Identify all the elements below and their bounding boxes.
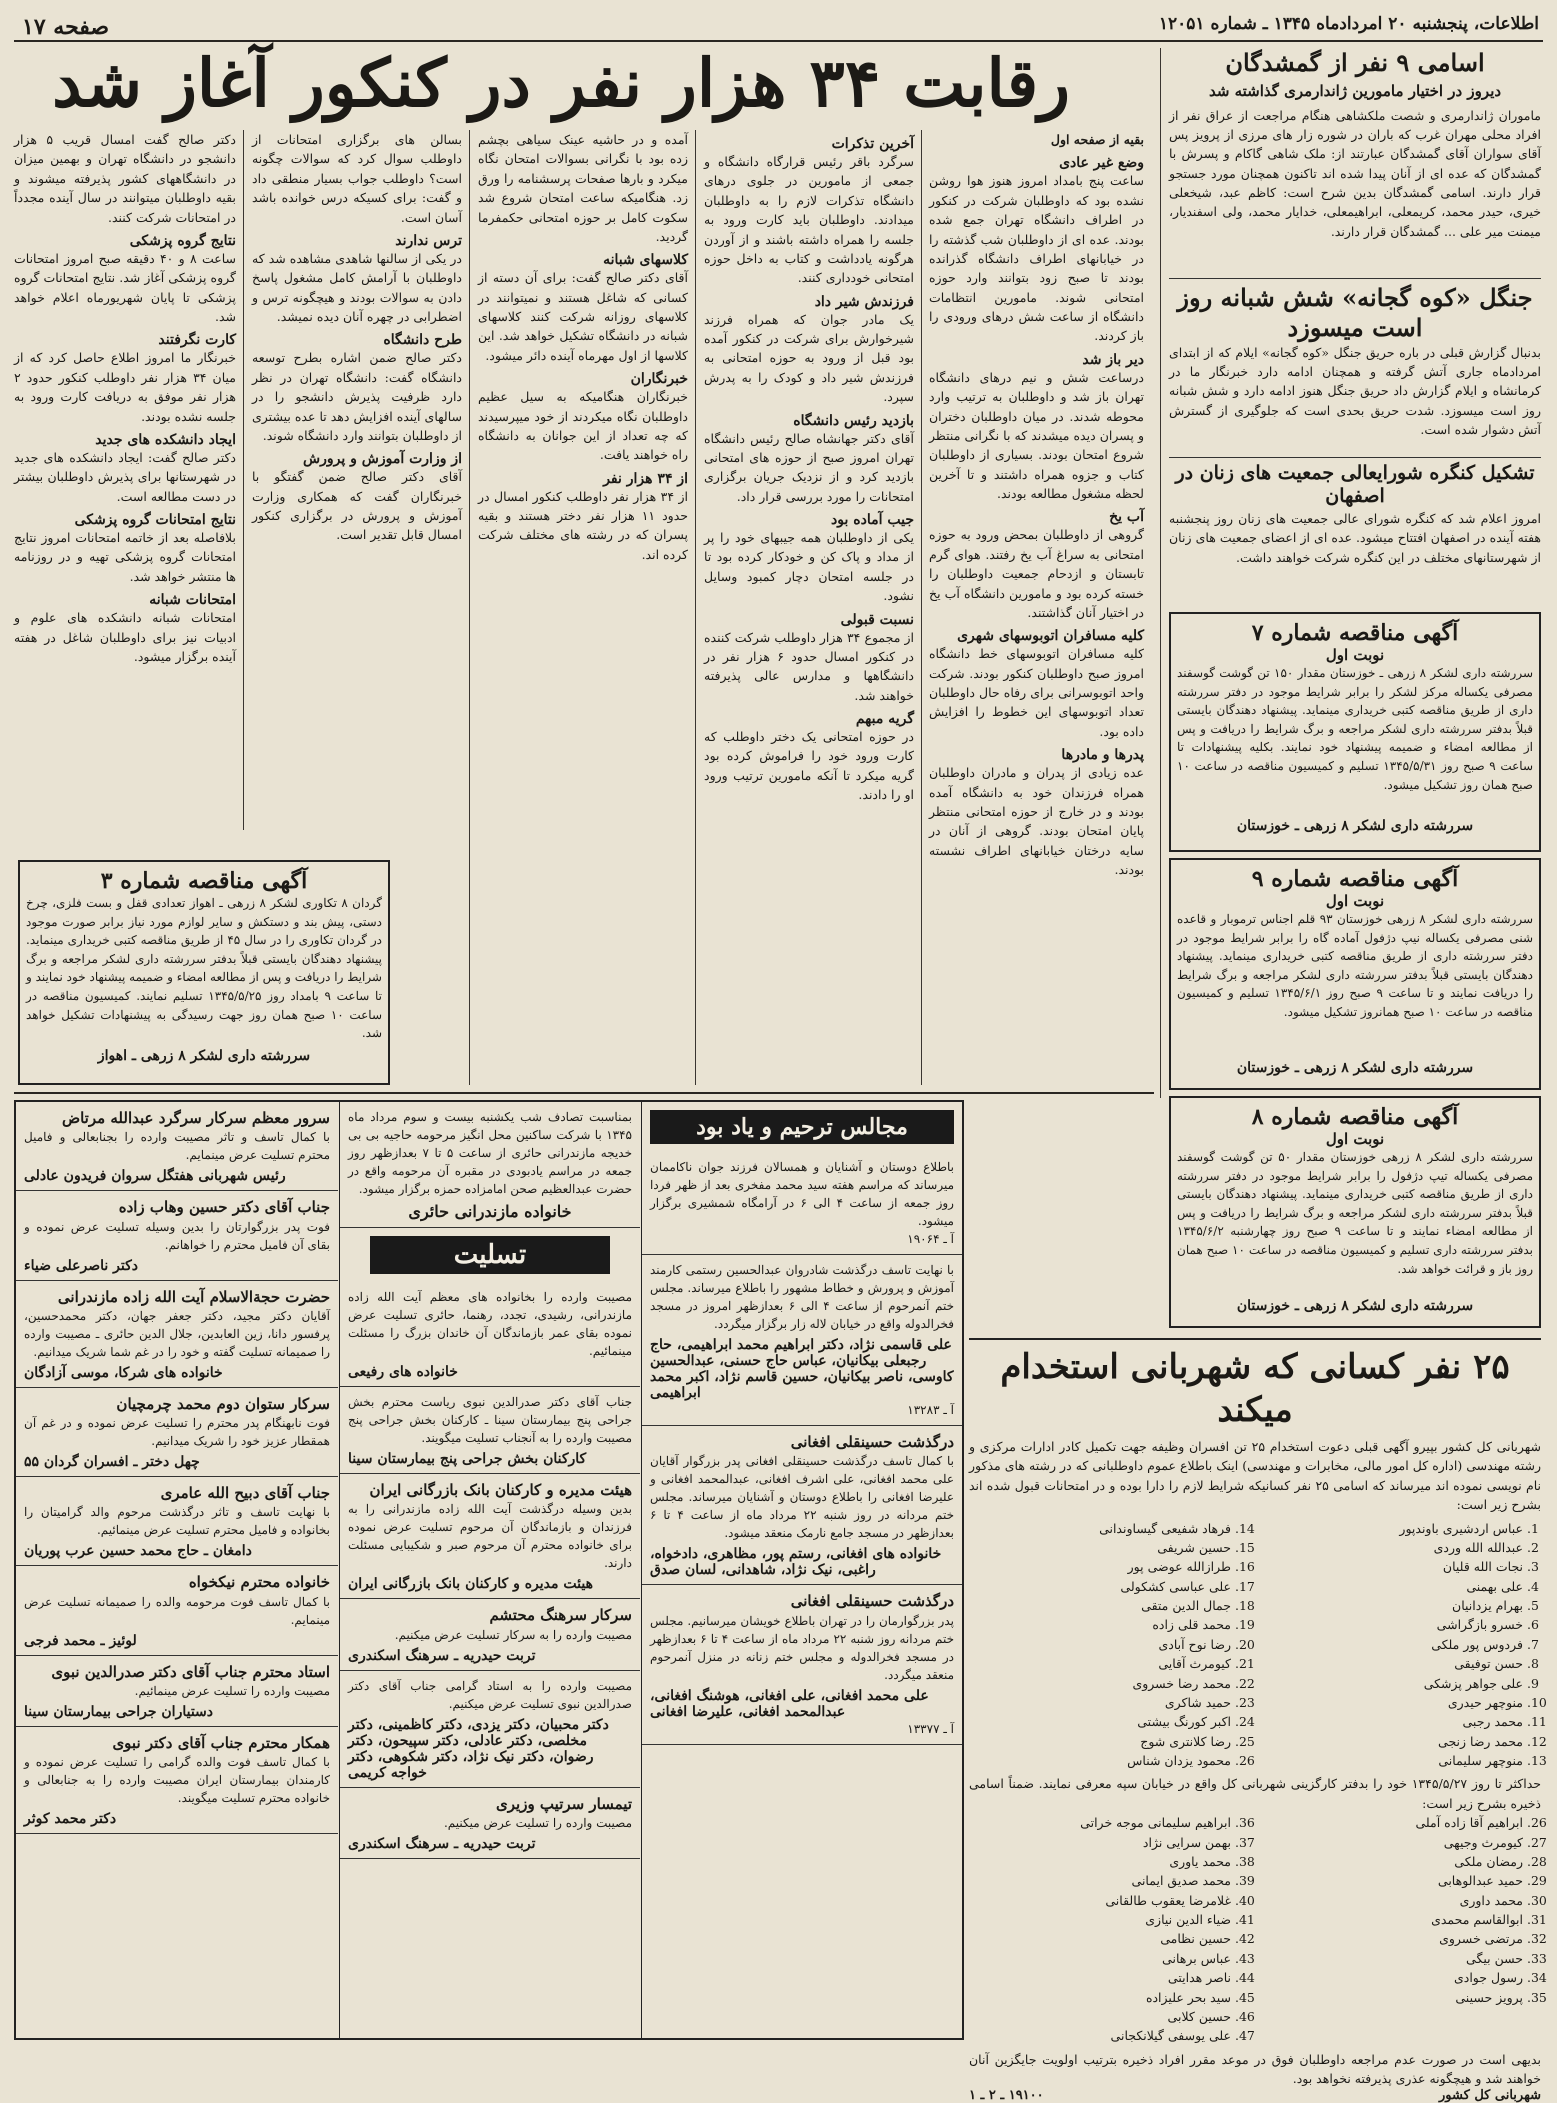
section-heading: کلاسهای شبانه [603, 252, 688, 269]
name-item: 11. محمد رجبی [1261, 1712, 1523, 1731]
condolence-notice [642, 1255, 962, 1426]
article-paragraph: یک مادر جوان که همراه فرزند شیرخوارش برای شرکت در کنکور آمده بود قبل از ورود به حوزه امتحانی به فرزندش شیر داد و کودک را به پدرش سپرد. [704, 311, 914, 405]
missing-subtitle: دیروز در اختیار مامورین ژاندارمری گذاشته شد [1208, 82, 1502, 100]
tender-8-round: نوبت اول [1325, 1130, 1385, 1148]
name-item: 22. محمد رضا خسروی [969, 1674, 1231, 1693]
name-item: 3. نجات الله قلیان [1261, 1557, 1523, 1576]
konkur-col-5 [14, 130, 236, 830]
notice-body: با نهایت تاسف درگذشت شادروان عبدالحسین رستمی کارمند آموزش و پرورش و خطاط مشهور را باطلاع میرساند. مجلس ختم آنمرحوم از ساعت ۴ الی ۶ بعدازظهر امروز در مسجد فخرالدوله واقع در خیابان لاله زار برگزار میگردد. [650, 1263, 954, 1331]
notice-body: با کمال تاسف فوت مرحومه والده را صمیمانه تسلیت عرض مینمایم. [24, 1594, 330, 1627]
tender-3-signature: سررشته داری لشکر ۸ زرهی ـ اهواز [97, 1048, 311, 1064]
section-heading: دیر باز شد [1082, 351, 1144, 368]
name-item: 32. مرتضی خسروی [1261, 1929, 1523, 1948]
missing-body: ماموران ژاندارمری و شصت ملکشاهی هنگام مراجعت از عراق نفر از افراد محلی مهران غرب که باران در شوره زار های مرزی از پرویز پس آقای سواران آقای گمشدگان عبارتند از: ملک شاهی گاکام و پسرش با گمشدگان که عده ای از آنان پیدا شده اند تاکنون همچنان مورد جستجو قرار دارند. اسامی گمشدگان بدین شرح است: کاظم عبد، شیخعلی خیری، حیدر محمد، کریمعلی، ابراهیمعلی، خدایار محمد، ولی اسفندیار، میمنت میر علی ... گمشدگان قرار دارند. [1169, 107, 1541, 239]
tender-9-body: سررشته داری لشکر ۸ زرهی خوزستان ۹۳ قلم اجناس ترموبار و قاعده شنی مصرفی یکساله نیپ دژفول آماده گاه را برابر شرایط موجود در دفتر سررشته داری از طریق مناقصه کتبی خریداری مینماید. پیشنهاد دهندگان بایستی قبلاً بدفتر سررشته داری لشکر مراجعه و برگ شرایط را دریافت نمایند و تا ساعت ۹ صبح روز ۱۳۴۵/۶/۱ تسلیم و کمیسیون مناقصه در ساعت ۱۰ صبح همانروز تشکیل میشود. [1177, 912, 1533, 1019]
name-item: 37. بهمن سرایی نژاد [969, 1833, 1231, 1852]
section-heading: گریه مبهم [855, 711, 914, 727]
article-paragraph: امتحانات شبانه دانشکده های علوم و ادبیات نیز برای داوطلبان شاغل در هفته آینده برگزار میشود. [14, 610, 236, 664]
notice-body: با کمال تاسف و تاثر مصیبت وارده را بجنابعالی و فامیل محترم تسلیت عرض مینمایم. [24, 1130, 330, 1163]
notice-body: پدر بزرگوارمان را در تهران باطلاع خویشان میرسانیم. مجلس ختم مردانه روز شنبه ۲۲ مرداد ماه از ساعت ۴ تا ۶ بعدازظهر در مسجد فخرالدوله و مجلس ختم زنانه در منزل آنمرحوم منعقد میگردد. [650, 1613, 955, 1682]
haeri-body: بمناسبت تصادف شب یکشنبه بیست و سوم مرداد ماه ۱۳۴۵ با شرکت ساکنین محل انگیز مرحومه حاجیه بی بی خدیجه مازندرانی حائری از ساعت ۵ تا ۷ بعدازظهر روز جمعه در مراسم یادبودی در مقبره آن مرحومه واقع در حضرت عبدالعظیم صحن امامزاده حمزه برگزار میشود. [348, 1110, 633, 1196]
name-item: 46. حسین کلابی [969, 2007, 1231, 2026]
notice-body: مصیبت وارده را تسلیت عرض مینمائیم. [134, 1683, 330, 1698]
condolence-notice [642, 1426, 962, 1585]
notice-title: هیئت مدیره و کارکنان بانک بازرگانی ایران [369, 1481, 632, 1499]
section-heading: نسبت قبولی [840, 611, 914, 628]
tender-7-title: آگهی مناقصه شماره ۷ [1251, 620, 1459, 646]
police-signature: شهربانی کل کشور [1439, 2088, 1541, 2103]
notice-family: علی محمد افغانی، علی افغانی، هوشنگ افغانی، عبدالمحمد افغانی، علیرضا افغانی [650, 1687, 929, 1720]
notice-signature: دکتر محمد کوثر [24, 1811, 117, 1827]
name-item: 2. عبدالله الله وردی [1261, 1538, 1523, 1557]
article-paragraph: دکتر صالح گفت امسال قریب ۵ هزار دانشجو در دانشگاه تهران و بهمین میزان در دانشگاههای کشور پذیرفته میشوند و بقیه داوطلبان میتوانند در سال آینده مجدداً در امتحانات شرکت کنند. [14, 132, 236, 225]
notice-signature: تربت حیدریه ـ سرهنگ اسکندری [348, 1835, 536, 1852]
article-paragraph: گروهی از داوطلبان بمحض ورود به حوزه امتحانی به سراغ آب یخ رفتند. هوای گرم تابستان و ازدحام جمعیت داوطلبان را خسته کرده بود و مامورین دانشگاه آب یخ در اختیار آنان گذاشتند. [929, 527, 1144, 620]
section-heading: از وزارت آموزش و پرورش [303, 451, 462, 468]
name-item: 6. خسرو بازگراشی [1261, 1615, 1523, 1634]
notice-body: آقایان دکتر مجید، دکتر جعفر جهان، دکتر محمدحسین، پرفسور دانا، زین العابدین، جلال الدین حائری ـ مصیبت وارده را صمیمانه تسلیت گفته و خود را در غم شما شریک میدانیم. [24, 1308, 330, 1359]
condolence-notice [340, 1599, 640, 1670]
notice-code: آ ـ ۱۳۳۷۷ [907, 1721, 954, 1736]
name-item: 44. ناصر هدایتی [969, 1968, 1231, 1987]
tender-8-signature: سررشته داری لشکر ۸ زرهی ـ خوزستان [1236, 1298, 1474, 1314]
name-item: 39. محمد صدیق ایمانی [969, 1871, 1231, 1890]
name-item: 23. حمید شاکری [969, 1693, 1231, 1712]
article-paragraph: خبرنگار ما امروز اطلاع حاصل کرد که از میان ۳۴ هزار نفر داوطلب کنکور حدود ۲ هزار نفر موفق به دریافت کارت ورود به جلسه نشده بودند. [14, 350, 236, 424]
notice-signature: کارکنان بخش جراحی پنج بیمارستان سینا [348, 1451, 587, 1467]
condolence-notice [16, 1656, 338, 1727]
masthead-date: اطلاعات، پنجشنبه ۲۰ امردادماه ۱۳۴۵ ـ شماره ۱۲۰۵۱ [1158, 14, 1539, 34]
condolence-notice [16, 1102, 338, 1191]
tasliat-title: تسلیت [370, 1236, 610, 1274]
notice-code: آ ـ ۱۳۲۸۳ [907, 1403, 954, 1417]
section-heading: آب یخ [1109, 509, 1144, 526]
section-heading: بازدید رئیس دانشگاه [793, 412, 914, 429]
notice-signature: چهل دختر ـ افسران گردان ۵۵ [24, 1454, 200, 1470]
tender-9-title: آگهی مناقصه شماره ۹ [1251, 866, 1459, 892]
forest-body: بدنبال گزارش قبلی در باره حریق جنگل «کوه گجانه» ایلام که از ابتدای امردادماه جاری آتش گرفته و همچنان ادامه دارد خبرنگار ما در کرمانشاه و ایلام گزارش داد حریق جنگل هنوز ادامه دارد و شش شبانه روز است میسوزد. شدت حریق بحدی است که جلوگیری از گسترش آتش دشوار شده است. [1169, 344, 1541, 437]
name-item: 27. کیومرث وجیهی [1261, 1833, 1523, 1852]
notice-body: با کمال تاسف فوت والده گرامی را تسلیت عرض نموده و کارمندان بیمارستان ایران مصیبت وارده را به جنابعالی و خانواده محترم تسلیت میگویند. [24, 1755, 330, 1805]
name-item: 7. فردوس پور ملکی [1261, 1635, 1523, 1654]
section-heading: پدرها و مادرها [1061, 747, 1144, 764]
article-paragraph: در یکی از سالنها شاهدی مشاهده شد که داوطلبان با آرامش کامل مشغول پاسخ دادن به سوالات بودند و هیچگونه ترس و اضطرابی در چهره آنان دیده نمیشد. [252, 250, 462, 324]
article-paragraph: دکتر صالح گفت: ایجاد دانشکده های جدید در شهرستانها برای پذیرش داوطلبان بیشتر در دست مطالعه است. [14, 449, 236, 504]
police-title: ۲۵ نفر کسانی که شهربانی استخدام میکند [969, 1338, 1541, 1431]
name-item: 13. منوچهر سلیمانی [1261, 1751, 1523, 1770]
condolence-notice [340, 1387, 640, 1474]
article-paragraph: عده زیادی از پدران و مادران داوطلبان همراه فرزندان خود به دانشگاه آمده بودند و در خارج از حوزه امتحانی منتظر پایان امتحان بودند. گروهی از آنان در سایه درختان خیابانهای اطراف نشسته بودند. [929, 765, 1144, 877]
notice-title: جناب آقای دکتر حسین وهاب زاده [118, 1198, 330, 1217]
name-item: 33. حسن بیگی [1261, 1949, 1523, 1968]
section-heading: طرح دانشگاه [383, 332, 462, 349]
section-heading: جیب آماده بود [831, 512, 914, 528]
condolence-notice [16, 1727, 338, 1834]
notice-title: سرکار سرهنگ محتشم [489, 1606, 632, 1625]
name-item: 31. ابوالقاسم محمدی [1261, 1910, 1523, 1929]
notice-body: فوت پدر بزرگوارتان را بدین وسیله تسلیت عرض نموده و بقای آن فامیل محترم را خواهانم. [24, 1219, 330, 1252]
condolence-notice [16, 1191, 338, 1280]
tender-8 [1169, 1096, 1541, 1328]
article-paragraph: یکی از داوطلبان همه جیبهای خود را پر از مداد و پاک کن و خودکار کرده بود تا در جلسه امتحان دچار کمبود وسایل نشود. [704, 530, 914, 604]
continued-note: بقیه از صفحه اول [1050, 132, 1144, 147]
police-intro: شهربانی کل کشور بپیرو آگهی قبلی دعوت استخدام ۲۵ تن افسران وظیفه جهت تکمیل کادر ادارات مرکزی و رشته مهندسی (اداره کل امور مالی، مخابرات و مهندسی) اینک باطلاع عموم داوطلبانی که در رشته های مذکور نام نویسی نموده اند میرساند که اسامی ۲۵ نفر کسانیکه شرایط لازم را دارا بوده و در امتحانات قبول شده اند بشرح زیر است: [969, 1439, 1542, 1513]
section-heading: امتحانات شبانه [149, 592, 236, 609]
notice-signature: دامغان ـ حاج محمد حسین عرب پوریان [24, 1543, 252, 1560]
section-heading: فرزندش شیر داد [814, 293, 914, 310]
haeri-family: خانواده مازندرانی حائری [408, 1202, 572, 1221]
name-item: 30. محمد داوری [1261, 1891, 1523, 1910]
majlis-list [642, 1152, 962, 1745]
condolence-notice [340, 1474, 640, 1599]
majlis-column [641, 1102, 962, 2038]
notice-title: درگذشت حسینقلی افغانی [790, 1592, 954, 1611]
article-paragraph: از ۳۴ هزار نفر داوطلب کنکور امسال در حدود ۱۱ هزار نفر دختر هستند و بقیه پسران که در رشته های مختلف شرکت کرده اند. [478, 488, 688, 562]
article-paragraph: ساعت ۸ و ۴۰ دقیقه صبح امروز امتحانات گروه پزشکی آغاز شد. نتایج امتحانات گروه پزشکی تا پایان شهریورماه اعلام خواهد شد. [14, 250, 236, 324]
notice-body: مصیبت وارده را به استاد گرامی جناب آقای دکتر صدرالدین نبوی تسلیت عرض میکنیم. [348, 1678, 632, 1711]
name-item: 43. عباس برهانی [969, 1949, 1231, 1968]
notice-title: تیمسار سرتیپ وزیری [496, 1794, 632, 1813]
name-item: 21. کیومرث آقایی [969, 1654, 1231, 1673]
name-item: 19. محمد قلی زاده [969, 1615, 1231, 1634]
police-names [969, 1519, 1541, 1771]
article-paragraph: آمده و در حاشیه عینک سیاهی بچشم زده بود با نگرانی بسوالات امتحان نگاه میکرد و بارها صفحات پرسشنامه را ورق زد. هنگامیکه ساعت امتحان شروع شد سکوت کامل بر حوزه امتحانی حکمفرما گردید. [478, 132, 688, 244]
name-item: 42. حسین نظامی [969, 1929, 1231, 1948]
forest-title: جنگل «کوه گجانه» شش شبانه روز است میسوزد [1177, 282, 1533, 342]
tasliat-list [340, 1282, 640, 1859]
section-heading: کارت نگرفتند [158, 332, 236, 349]
name-item: 5. بهرام یزدانیان [1261, 1596, 1523, 1615]
name-item: 34. رسول جوادی [1261, 1968, 1523, 1987]
women-body: امروز اعلام شد که کنگره شورای عالی جمعیت های زنان روز پنجشنبه هفته آینده در اصفهان افتتاح میشود. عده ای از اعضای جمعیت های زنان از شهرستانهای مختلف در این کنگره شرکت خواهند داشت. [1169, 511, 1541, 565]
article-paragraph: آقای دکتر جهانشاه صالح رئیس دانشگاه تهران امروز صبح از حوزه های امتحانی بازدید کرد و از نزدیک جریان برگزاری امتحانات را مورد بررسی قرار داد. [704, 430, 914, 504]
tender-7-signature: سررشته داری لشکر ۸ زرهی ـ خوزستان [1236, 818, 1474, 834]
article-paragraph: بسالن های برگزاری امتحانات از داوطلب سوال کرد که سوالات چگونه است؟ داوطلب جواب بسیار منطقی داد و گفت: برای کسیکه درس خوانده باشد آسان است. [252, 132, 462, 225]
article-paragraph: بلافاصله بعد از خاتمه امتحانات امروز نتایج امتحانات گروه پزشکی تهیه و در روزنامه ها منتشر خواهد شد. [14, 530, 236, 584]
name-item: 1. عباس اردشیری باوندپور [1261, 1519, 1523, 1538]
notice-body: جناب آقای دکتر صدرالدین نبوی ریاست محترم بخش جراحی پنج بیمارستان سینا ـ کارکنان بخش جراحی پنج مصیبت وارده را به آنجناب تسلیت میگویند. [348, 1395, 632, 1445]
name-item: 9. علی جواهر پزشکی [1261, 1674, 1523, 1693]
women-title: تشکیل کنگره شورایعالی جمعیت های زنان در اصفهان [1175, 461, 1535, 508]
name-item: 18. جمال الدین متقی [969, 1596, 1231, 1615]
names-list-a [1261, 1519, 1541, 1771]
konkur-col-3 [478, 130, 688, 1085]
condolence-notice [642, 1585, 962, 1744]
name-item: 36. ابراهیم سلیمانی موجه خراتی [969, 1813, 1231, 1832]
condolence-notice [340, 1282, 640, 1387]
section-heading: ایجاد دانشکده های جدید [95, 431, 236, 448]
reserve-intro: حداکثر تا روز ۱۳۴۵/۵/۲۷ خود را بدفتر کارگزینی شهربانی کل واقع در خیابان سپه معرفی نمایند. ضمناً اسامی ذخیره بشرح زیر است: [969, 1776, 1541, 1811]
notice-title: استاد محترم جناب آقای دکتر صدرالدین نبوی [51, 1662, 330, 1681]
tender-3-body: گردان ۸ تکاوری لشکر ۸ زرهی ـ اهواز تعدادی قفل و بست فلزی، چرخ دستی، پیش بند و دستکش و سایر لوازم مورد نیاز برابر صورت موجود در گردان تکاوری را در سال ۴۵ از طریق مناقصه کتبی خریداری مینماید. پیشنهاد دهندگان بایستی قبلاً بدفتر سررشته داری لشکر مراجعه و برگ شرایط را دریافت و پس از مطالعه امضاء و ضمیمه پیشنهاد خود نمایند و تا ساعت ۹ بامداد روز ۱۳۴۵/۵/۲۵ تسلیم نمایند. کمیسیون مناقصه در ساعت ۱۰ صبح همان روز جهت رسیدگی به پیشنهادات تشکیل خواهد شد. [26, 896, 383, 1041]
condolences-area [14, 1100, 964, 2040]
missing-title: اسامی ۹ نفر از گمشدگان [1225, 48, 1485, 77]
notice-body: مصیبت وارده را به سرکار تسلیت عرض میکنیم. [394, 1627, 632, 1642]
notice-body: باطلاع دوستان و آشنایان و همسالان فرزند جوان ناکاممان میرساند که مراسم هفته سید محمد مفخری بعد از ظهر فردا روز جمعه از ساعت ۴ الی ۶ در آرامگاه شمشیری برگزار میشود. [650, 1160, 954, 1228]
name-item: 20. رضا نوح آبادی [969, 1635, 1231, 1654]
section-heading: از ۳۴ هزار نفر [603, 470, 688, 487]
name-item: 14. فرهاد شفیعی گیساوندانی [969, 1519, 1231, 1538]
name-item: 28. رمضان ملکی [1261, 1852, 1523, 1871]
tender-3 [18, 860, 390, 1085]
name-item: 29. حمید عبدالوهابی [1261, 1871, 1523, 1890]
condolence-notice [16, 1281, 338, 1388]
notice-signature: خانواده های شرکا، موسی آزادگان [24, 1364, 223, 1381]
notice-signature: دکتر محبیان، دکتر یزدی، دکتر کاظمینی، دکتر مخلصی، دکتر عادلی، دکتر سپیحون، دکتر رضوان، دکتر نیک نژاد، دکتر شکوهی، دکتر خواجه کریمی [348, 1716, 609, 1781]
tender-7 [1169, 612, 1541, 852]
condolence-notice [642, 1152, 962, 1255]
name-item: 24. اکبر کورنگ بیشتی [969, 1712, 1231, 1731]
right-top-column [1169, 48, 1541, 628]
notice-title: حضرت حجةالاسلام آیت الله زاده مازندرانی [57, 1287, 330, 1306]
article-paragraph: از مجموع ۳۴ هزار داوطلب شرکت کننده در کنکور امسال حدود ۶ هزار نفر در دانشگاهها و مدارس عالی پذیرفته خواهند شد. [704, 629, 914, 703]
notice-signature: رئیس شهربانی هفتگل سروان فریدون عادلی [24, 1168, 286, 1185]
notice-list [16, 1102, 338, 1834]
reserve-list-a [1261, 1813, 1541, 2007]
reserve-list-b [969, 1813, 1249, 2046]
condolence-notice [340, 1788, 640, 1859]
notice-title: خانواده محترم نیکخواه [188, 1573, 330, 1592]
name-item: 45. سید بحر علیزاده [969, 1988, 1231, 2007]
reserve-names [969, 1813, 1541, 2046]
condolence-notice [340, 1671, 640, 1788]
name-item: 10. منوچهر حیدری [1261, 1693, 1523, 1712]
name-item: 47. علی یوسفی گیلانکجانی [969, 2026, 1231, 2045]
notice-title: درگذشت حسینقلی افغانی [790, 1433, 954, 1451]
tender-8-body: سررشته داری لشکر ۸ زرهی خوزستان مقدار ۵۰ تن گوشت گوسفند مصرفی یکساله تیپ دژفول را برابر شرایط موجود در دفتر سررشته داری از طریق مناقصه کتبی خریداری مینماید. پیشنهاد دهندگان بایستی قبلاً بدفتر سررشته داری لشکر مراجعه و برگ شرایط را دریافت و پس از مطالعه امضاء نمایند و تا ساعت ۹ صبح روز چهارشنبه ۱۳۴۵/۶/۲ بدفتر سررشته داری تسلیم و کمیسیون مناقصه در ساعت ۱۰ صبح همان روز باز و قرائت خواهد شد. [1177, 1150, 1534, 1276]
konkur-col-2 [704, 130, 914, 1085]
notice-body: مصیبت وارده را تسلیت عرض میکنیم. [443, 1815, 632, 1830]
tender-9 [1169, 858, 1541, 1090]
notice-family: خانواده های افغانی، رستم پور، مظاهری، دادخواه، راغبی، نیک نژاد، شاهدانی، لسان صدق [650, 1546, 942, 1579]
name-item: 4. علی بهمنی [1261, 1577, 1523, 1596]
haeri-notice [340, 1102, 640, 1228]
condolence-notice [16, 1388, 338, 1477]
konkur-col-1 [929, 130, 1144, 1085]
police-hiring [969, 1338, 1542, 2103]
notice-title: سرور معظم سرکار سرگرد عبدالله مرتاض [61, 1109, 330, 1127]
notice-title: همکار محترم جناب آقای دکتر نبوی [112, 1733, 330, 1752]
article-paragraph: کلیه مسافران اتوبوسهای خط دانشگاه امروز صبح داوطلبان کنکور بودند. شرکت واحد اتوبوسرانی برای رفاه حال داوطلبان تعداد اتوبوسهای این خطوط را افزایش داده بود. [929, 646, 1144, 739]
article-paragraph: خبرنگاران هنگامیکه به سیل عظیم داوطلبان نگاه میکردند از خود میپرسیدند که چه تعداد از این جوانان به دانشگاه راه خواهند یافت. [478, 389, 688, 463]
name-item: 41. ضیاء الدین نیازی [969, 1910, 1231, 1929]
name-item: 15. حسین شریفی [969, 1538, 1231, 1557]
police-code: ۱۹۱۰۰ ـ ۲ ـ ۱ [969, 2088, 1044, 2103]
name-item: 25. رضا کلانتری شوج [969, 1732, 1231, 1751]
article-paragraph: ساعت پنج بامداد امروز هنوز هوا روشن نشده بود که داوطلبان شرکت در کنکور در اطراف دانشگاه تهران جمع شده بودند. عده ای از داوطلبان شب گذشته را در خیابانهای اطراف دانشگاه گذرانده بودند تا صبح زود بتوانند وارد حوزه امتحانی شوند. مامورین انتظامات دانشگاه از ساعت شش درهای ورودی را باز کردند. [929, 173, 1144, 344]
article-paragraph: در حوزه امتحانی یک دختر داوطلب که کارت ورود خود را فراموش کرده بود گریه میکرد تا آنکه مامورین ترتیب ورود او را دادند. [704, 729, 914, 803]
article-paragraph: دکتر صالح ضمن اشاره بطرح توسعه دانشگاه گفت: دانشگاه تهران در نظر دارد ظرفیت پذیرش دانشجو را در سالهای آینده افزایش دهد تا عده بیشتری از داوطلبان بتوانند وارد دانشگاه شوند. [252, 350, 462, 443]
name-item: 26. محمود یزدان شناس [969, 1751, 1231, 1770]
notice-signature: دکتر ناصرعلی ضیاء [24, 1257, 138, 1274]
tender-9-signature: سررشته داری لشکر ۸ زرهی ـ خوزستان [1236, 1060, 1474, 1076]
name-item: 8. حسن توفیقی [1261, 1654, 1523, 1673]
section-heading: ترس ندارند [395, 232, 462, 249]
article-paragraph: آقای دکتر صالح گفت: برای آن دسته از کسانی که شاغل هستند و نمیتوانند در کلاسهای روزانه شرکت کنند کلاسهای شبانه در دانشگاه تشکیل خواهد شد. این کلاسها از اول مهرماه آینده دائر میشود. [478, 270, 688, 363]
names-list-b [969, 1519, 1249, 1771]
section-heading: نتایج امتحانات گروه پزشکی [74, 512, 236, 528]
notice-body: بدین وسیله درگذشت آیت الله زاده مازندرانی را به فرزندان و بازماندگان آن مرحوم تسلیت عرض نموده برای خانواده محترم آن مرحوم صبر و شکیبایی مسئلت دارند. [348, 1502, 632, 1571]
section-heading: کلیه مسافران اتوبوسهای شهری [957, 628, 1144, 645]
notice-title: جناب آقای دبیح الله عامری [160, 1484, 330, 1502]
tender-7-body: سررشته داری لشکر ۸ زرهی ـ خوزستان مقدار ۱۵۰ تن گوشت گوسفند مصرفی یکساله مرکز لشکر را برابر شرایط موجود در دفتر سررشته داری از طریق مناقصه کتبی خریداری مینماید. پیشنهاد دهندگان بایستی قبلاً بدفتر سررشته داری لشکر مراجعه و برگ شرایط را دریافت و پس از مطالعه امضاء و ضمیمه پیشنهاد خود نمایند. بکلیه پیشنهادات تا ساعت ۹ صبح روز ۱۳۴۵/۵/۳۱ تسلیم و کمیسیون مناقصه در ساعت ۱۰ صبح همان روز تشکیل میشود. [1177, 666, 1534, 792]
section-heading: آخرین تذکرات [831, 136, 914, 152]
notice-body: با کمال تاسف درگذشت حسینقلی افغانی پدر بزرگوار آقایان علی محمد افغانی، علی اشرف افغانی، عبدالمحمد افغانی و علیرضا افغانی را باطلاع دوستان و آشنایان میرساند. مجلس ختم مردانه در روز شنبه ۲۲ مرداد ماه از ساعت ۴ تا ۶ بعدازظهر در مسجد جامع نارمک منعقد میشود. [650, 1454, 955, 1541]
section-heading: خبرنگاران [630, 371, 688, 388]
notice-family: علی قاسمی نژاد، دکتر ابراهیم محمد ابراهیمی، حاج رجبعلی بیکانیان، عباس حاج حسنی، عبدالحسین کاوسی، ناصر بیکانیان، حسین قاسم نژاد، اکبر محمد ابراهیمی [650, 1337, 954, 1401]
notice-body: مصیبت وارده را بخانواده های معظم آیت الله زاده مازندرانی، رشیدی، تجدد، رهنما، حائری تسلیت عرض نموده بقای عمر بازماندگان آن خاندان بزرگ را مسئلت مینمائیم. [348, 1290, 632, 1358]
article-paragraph: درساعت شش و نیم درهای دانشگاه تهران باز شد و داوطلبان به ترتیب وارد محوطه شدند. در میان داوطلبان دختران و پسران دیده میشدند که با نگرانی منتظر شروع امتحان بودند. بسیاری از داوطلبان کتاب و جزوه همراه داشتند و تا آخرین لحظه مشغول مطالعه بودند. [929, 369, 1144, 501]
notice-signature: خانواده های رفیعی [348, 1364, 458, 1380]
notice-body: با نهایت تاسف و تاثر درگذشت مرحوم والد گرامیتان را بخانواده و فامیل محترم تسلیت عرض مینمائیم. [24, 1505, 330, 1538]
article-paragraph: آقای دکتر صالح ضمن گفتگو با خبرنگاران گفت که همکاری وزارت آموزش و پرورش در برگزاری کنکور امسال قابل تقدیر است. [252, 469, 462, 543]
notice-body: فوت نابهنگام پدر محترم را تسلیت عرض نموده و در غم آن همقطار عزیز خود را شریک میدانیم. [24, 1416, 330, 1448]
condolence-notice [16, 1566, 338, 1655]
tender-3-title: آگهی مناقصه شماره ۳ [100, 868, 308, 894]
condolence-notice [16, 1477, 338, 1566]
name-item: 17. علی عباسی کشکولی [969, 1577, 1231, 1596]
notice-signature: هیئت مدیره و کارکنان بانک بازرگانی ایران [348, 1576, 593, 1593]
name-item: 35. پرویز حسینی [1261, 1988, 1523, 2007]
notice-signature: لوئیز ـ محمد فرجی [24, 1632, 137, 1649]
tender-8-title: آگهی مناقصه شماره ۸ [1251, 1104, 1459, 1130]
name-item: 12. محمد رضا زنجی [1261, 1732, 1523, 1751]
section-heading: نتایج گروه پزشکی [129, 232, 236, 249]
tasliat-column [339, 1102, 640, 2038]
notice-signature: دستیاران جراحی بیمارستان سینا [24, 1703, 214, 1720]
name-item: 26. ابراهیم آقا زاده آملی [1261, 1813, 1523, 1832]
name-item: 16. طرازالله عوضی پور [969, 1557, 1231, 1576]
page-number: صفحه ۱۷ [22, 14, 110, 40]
article-paragraph: سرگرد باقر رئیس قرارگاه دانشگاه و جمعی از مامورین در جلوی درهای دانشگاه تذکرات لازم را به داوطلبان میدادند. داوطلبان باید کارت ورود به جلسه را همراه داشته باشند و از آوردن هرگونه یادداشت و کتاب به داخل حوزه امتحانی خودداری کنند. [704, 154, 914, 286]
tender-9-round: نوبت اول [1325, 892, 1385, 910]
name-item: 38. محمد یاوری [969, 1852, 1231, 1871]
section-heading: وضع غیر عادی [1059, 155, 1144, 172]
notice-code: آ ـ ۱۹۰۶۴ [907, 1232, 954, 1246]
notice-title: سرکار ستوان دوم محمد چرمچیان [116, 1394, 330, 1413]
notice-signature: تربت حیدریه ـ سرهنگ اسکندری [348, 1647, 536, 1664]
name-item: 40. غلامرضا یعقوب طالقانی [969, 1891, 1231, 1910]
police-footer: بدیهی است در صورت عدم مراجعه داوطلبان فوق در موعد مقرر افراد ذخیره بترتیب اولویت جایگزین آنان خواهند شد و هیچگونه عذری پذیرفته نخواهد بود. [969, 2051, 1541, 2086]
main-headline: رقابت ۳۴ هزار نفر در کنکور آغاز شد [52, 44, 1070, 122]
notices-column [16, 1102, 338, 2038]
tender-7-round: نوبت اول [1325, 646, 1385, 664]
majlis-title: مجالس ترحیم و یاد بود [650, 1110, 954, 1144]
